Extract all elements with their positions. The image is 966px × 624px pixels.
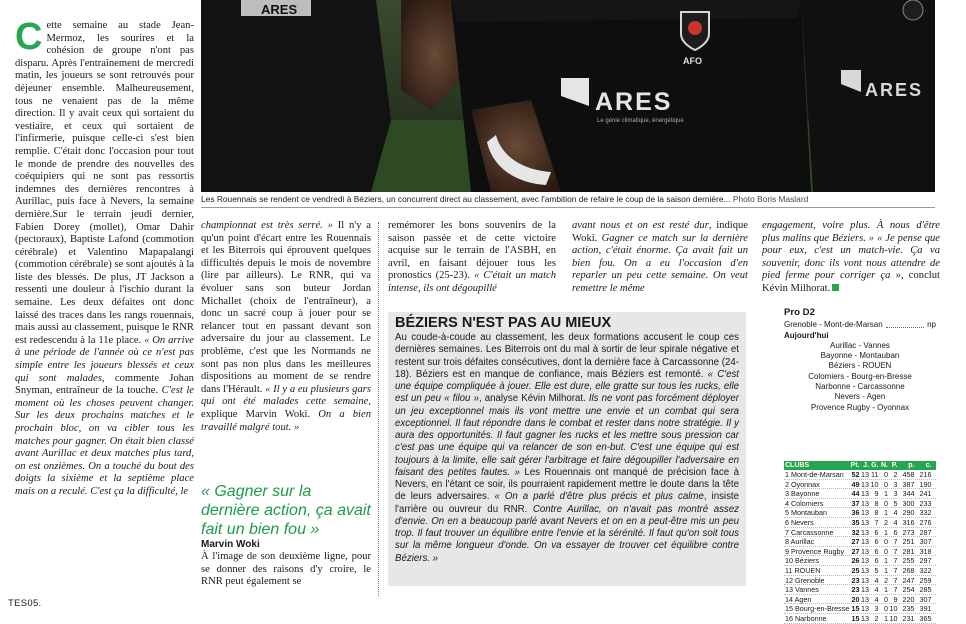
- stat-cell: 23: [851, 575, 860, 585]
- stat-cell: 0: [884, 546, 888, 556]
- article-column-3: [388, 220, 556, 308]
- standings-header: [784, 461, 936, 470]
- stat-cell: 332: [919, 508, 932, 518]
- stat-cell: 0: [884, 604, 888, 614]
- stat-cell: 241: [919, 489, 932, 499]
- stat-cell: 3: [893, 489, 898, 499]
- stat-cell: 13: [861, 594, 869, 604]
- table-row: [784, 499, 936, 509]
- stat-cell: 7: [893, 565, 898, 575]
- players-image: [201, 0, 935, 192]
- text-run: avant nous et on est resté dur: [572, 220, 709, 231]
- stat-cell: 10: [889, 613, 898, 623]
- stat-cell: 297: [919, 556, 932, 566]
- sidebar-box: [388, 312, 746, 586]
- stat-cell: 254: [902, 585, 915, 595]
- stat-cell: 2: [884, 517, 888, 527]
- club-name: 16 Narbonne: [785, 613, 827, 623]
- table-row: [784, 576, 936, 586]
- stat-cell: 52: [851, 470, 860, 479]
- leader-dots: [886, 320, 924, 327]
- stat-cell: 285: [919, 585, 932, 595]
- stat-cell: 3: [874, 604, 879, 614]
- text-run: engagement, voire plus. À nous d'être plus malins que Béziers. »: [762, 220, 940, 244]
- text-run: , indique Woki.: [572, 220, 748, 244]
- drop-cap: C: [15, 16, 43, 58]
- stat-cell: 322: [919, 565, 932, 575]
- table-row: [784, 518, 936, 528]
- today-label: Aujourd'hui: [784, 330, 829, 340]
- article-column-2-continued: À l'image de son deuxième ligne, pour se donner des raisons d'y croire, le RNR peut également se: [201, 551, 371, 588]
- stat-cell: 5: [893, 498, 898, 508]
- article-column-1: [15, 16, 194, 590]
- stat-cell: 247: [902, 575, 915, 585]
- stat-cell: 13: [861, 565, 869, 575]
- text-run: , commente Johan Snyman, entraîneur de la touche.: [15, 372, 194, 397]
- stat-cell: 220: [902, 594, 915, 604]
- fixture: Béziers - ROUEN: [828, 361, 892, 371]
- text-run: « On a parlé d'être plus précis et plus calme: [494, 491, 704, 503]
- stat-cell: 6: [893, 527, 898, 537]
- stat-cell: 1: [884, 527, 888, 537]
- stat-cell: 0: [884, 537, 888, 547]
- column-divider: [378, 222, 379, 596]
- stat-cell: 4: [893, 508, 898, 518]
- fixture: Narbonne - Carcassonne: [815, 382, 905, 392]
- stat-cell: 13: [861, 517, 869, 527]
- stat-cell: 273: [902, 527, 915, 537]
- stat-cell: 235: [902, 604, 915, 614]
- text-run: « Je pense que pour eux, c'est un match-vie. Ça va souvenir, donc ils vont nous attendre de pied ferme pour corriger ça: [762, 232, 941, 282]
- text-run: remémorer les bons souvenirs de la saison passée et de cette victoire acquise sur le terrain de l'ASBH, en avril, en faisant déjouer tous les pronostics (25-23).: [388, 220, 556, 282]
- stat-cell: 251: [902, 537, 915, 547]
- text-run: « On arrive à une période de l'année où ce n'est pas simple entre les joueurs blessés et ceux qui sont malades: [15, 334, 194, 384]
- stat-cell: 318: [919, 546, 932, 556]
- badge-text: AFO: [683, 56, 702, 66]
- fixture: Aurillac - Vannes: [830, 340, 890, 350]
- played-match-row: [784, 320, 936, 330]
- stat-cell: 1: [884, 508, 888, 518]
- pull-quote: « Gagner sur la dernière action, ça avait fait un bien fou »: [201, 483, 371, 538]
- stat-cell: 11: [871, 470, 879, 479]
- stat-cell: 1: [884, 489, 888, 499]
- table-row: [784, 566, 936, 576]
- stat-cell: 8: [874, 498, 879, 508]
- stat-cell: 268: [902, 565, 915, 575]
- stat-cell: 9: [874, 489, 879, 499]
- stat-cell: 0: [884, 498, 888, 508]
- club-name: 15 Bourg-en-Bresse: [785, 604, 850, 614]
- stat-cell: 7: [893, 546, 898, 556]
- stat-cell: 13: [861, 470, 869, 479]
- table-row: [784, 489, 936, 499]
- stat-cell: 6: [874, 537, 879, 547]
- stat-cell: 2: [874, 613, 879, 623]
- sponsor-logo-right: ARES: [865, 80, 924, 100]
- stat-cell: 6: [874, 546, 879, 556]
- box-text: [395, 332, 739, 565]
- table-row: [784, 470, 936, 480]
- stat-cell: 25: [851, 565, 860, 575]
- stat-cell: 300: [902, 498, 915, 508]
- standings-body: [784, 470, 936, 624]
- fixtures-panel: [784, 308, 936, 413]
- text-run: Les Rouennais ont manqué de précision face à Nevers, en l'étant ce soir, ils pourraient rapidement mettre le doute dans la tête de leurs adversaires.: [395, 466, 739, 503]
- stat-cell: c.: [925, 462, 932, 469]
- box-title: BÉZIERS N'EST PAS AU MIEUX: [395, 315, 612, 331]
- stat-cell: J.: [863, 462, 869, 469]
- stat-cell: 1: [884, 585, 888, 595]
- stat-cell: 365: [919, 613, 932, 623]
- stat-cell: 458: [902, 470, 915, 479]
- text-run: « C'était un match intense, ils ont dégoupillé: [388, 270, 557, 294]
- club-name: 11 ROUEN: [785, 565, 821, 575]
- stat-cell: 387: [902, 479, 915, 489]
- stat-cell: 10: [870, 479, 879, 489]
- club-name: 10 Béziers: [785, 556, 819, 566]
- stat-cell: 4: [893, 517, 898, 527]
- club-name: 6 Nevers: [785, 517, 814, 527]
- stat-cell: 13: [861, 527, 869, 537]
- stat-cell: 316: [902, 517, 915, 527]
- stat-cell: P.: [891, 462, 898, 469]
- end-mark-icon: [832, 284, 839, 291]
- stat-cell: 13: [861, 556, 869, 566]
- stat-cell: 307: [919, 537, 932, 547]
- table-row: [784, 604, 936, 614]
- stat-cell: N.: [881, 462, 888, 469]
- pull-quote-author: Marvin Woki: [201, 539, 260, 550]
- stat-cell: 13: [861, 604, 869, 614]
- stat-cell: 13: [861, 613, 869, 623]
- stat-cell: Pt.: [850, 462, 860, 469]
- club-name: 12 Grenoble: [785, 575, 825, 585]
- table-row: [784, 480, 936, 490]
- stat-cell: 290: [902, 508, 915, 518]
- rugby-photo: [201, 0, 935, 192]
- stat-cell: 10: [889, 604, 898, 614]
- stat-cell: 4: [874, 594, 879, 604]
- stat-cell: 216: [919, 470, 932, 479]
- club-name: 1 Mont-de-Marsan: [785, 470, 844, 479]
- club-name: 3 Bayonne: [785, 489, 820, 499]
- stat-cell: 44: [851, 489, 860, 499]
- table-row: [784, 595, 936, 605]
- stat-cell: 4: [874, 575, 879, 585]
- stat-cell: 1: [884, 613, 888, 623]
- stat-cell: 9: [893, 594, 898, 604]
- article-column-5: [762, 220, 940, 308]
- table-row: [784, 528, 936, 538]
- stat-cell: 255: [902, 556, 915, 566]
- club-name: 14 Agen: [785, 594, 812, 604]
- club-name: CLUBS: [785, 462, 810, 469]
- stat-cell: 391: [919, 604, 932, 614]
- stat-cell: 27: [851, 537, 860, 547]
- text-run: Contre Aurillac, on n'avait pas montré assez d'envie. On en a beaucoup parlé avant Nevers et on en a peut-être mis un peu trop. Il faut trouver un équilibre entre l'envie et la sérénité. Il faut qu'on soit tous sur la même longueur d'onde. On va essayer de trouver cet équilibre contre Béziers. »: [395, 503, 739, 564]
- caption-rule: [201, 207, 935, 208]
- stat-cell: 13: [861, 508, 869, 518]
- text-run: Gagner ce match sur la dernière action, c'était énorme. Ça avait fait un bien fou. On a eu l'occasion d'en reparler un peu cette semaine. On veut remettre le même: [572, 232, 748, 294]
- stat-cell: 7: [893, 537, 898, 547]
- page-code: TES05.: [8, 598, 42, 609]
- stat-cell: 344: [902, 489, 915, 499]
- fixture: Colomiers - Bourg-en-Bresse: [808, 371, 912, 381]
- table-row: [784, 537, 936, 547]
- stat-cell: 281: [902, 546, 915, 556]
- stat-cell: 13: [861, 585, 869, 595]
- table-row: [784, 585, 936, 595]
- club-name: 7 Carcassonne: [785, 527, 834, 537]
- stat-cell: 15: [851, 613, 860, 623]
- stat-cell: 36: [851, 508, 860, 518]
- article-column-2: [201, 220, 372, 433]
- caption-text: Les Rouennais se rendent ce vendredi à Béziers, un concurrent direct au classement, avec l'ambition de refaire le coup de la saison dernière...: [201, 194, 731, 204]
- text-run: », conclut Kévin Milhorat.: [762, 270, 940, 294]
- played-match: Grenoble - Mont-de-Marsan: [784, 320, 883, 330]
- stat-cell: 7: [893, 556, 898, 566]
- table-row: [784, 614, 936, 624]
- stat-cell: 37: [851, 498, 860, 508]
- stat-cell: 13: [861, 575, 869, 585]
- club-name: 5 Montauban: [785, 508, 827, 518]
- stat-cell: p.: [908, 462, 915, 469]
- stat-cell: 2: [893, 470, 898, 479]
- fixture: Provence Rugby - Oyonnax: [810, 402, 910, 412]
- sponsor-logo-left: ARES: [261, 2, 298, 17]
- stat-cell: 13: [861, 537, 869, 547]
- photo-caption: [201, 194, 935, 205]
- club-name: 4 Colomiers: [785, 498, 824, 508]
- article-text-1: [15, 16, 194, 499]
- stat-cell: 0: [884, 594, 888, 604]
- stat-cell: 7: [893, 585, 898, 595]
- table-row: [784, 547, 936, 557]
- stat-cell: 23: [851, 585, 860, 595]
- fixture: Bayonne - Montauban: [820, 351, 900, 361]
- played-result: np: [927, 320, 936, 330]
- stat-cell: 20: [851, 594, 860, 604]
- stat-cell: 2: [884, 575, 888, 585]
- stat-cell: 49: [851, 479, 860, 489]
- text-run: , insiste l'arrière ou ouvreur du RNR.: [395, 491, 739, 515]
- text-run: Ils ne vont pas forcément déployer un jeu exceptionnel mais ils vont mettre une envie et un combat qui sera exceptionnel. Il faut répondre dans le combat et rester dans notre stratégie. Il y aura des opportunités. Il faut gagner les rucks et les mettre sous pression car c'est pas une équipe qui va relancer de son en-but. C'est une équipe qui est toujours à la limite, elle sait gérer l'arbitrage et faire dégoupiller l'adversaire en faisant des petites fautes. »: [395, 393, 739, 478]
- sponsor-logo-center: ARES: [595, 88, 673, 116]
- stat-cell: 4: [874, 585, 879, 595]
- stat-cell: 231: [902, 613, 915, 623]
- article-column-4: [572, 220, 748, 308]
- fixtures-list: [784, 341, 936, 413]
- stat-cell: 5: [874, 565, 879, 575]
- stat-cell: 0: [884, 479, 888, 489]
- stat-cell: 3: [893, 479, 898, 489]
- text-run: ette semaine au stade Jean-Mermoz, les sourires et la cohésion de groupe n'ont pas disparu. Après l'entraînement de mercredi matin, les joueurs se sont retrouvés pour déjeuner ensemble. Malheureusement, tous ne venaient pas de la même direction. Il y avait ceux qui sortaient du vestiaire, et ceux qui sortaient de l'infirmerie, puisque celle-ci s'est bien remplie. C'était donc l'occasion pour tout le monde de prendre des nouvelles des coéquipiers qui ne sont pas ressortis indemnes des dernières rencontres à Aurillac, puis face à Nevers, la semaine dernière.: [15, 20, 194, 220]
- text-run: « C'est une équipe compliquée à jouer. Elle est dure, elle gratte sur tous les rucks, elle est un peu « filou »: [395, 368, 739, 405]
- text-run: Au coude-à-coude au classement, les deux formations accusent le coup ces dernières semaines. Les Biterrois ont du mal à sortir de leur spirale négative et restent sur trois défaites consécutives, dont la dernière face à Carcassonne (24-18). Béziers est en manque de confiance, mais Béziers est remonté.: [395, 332, 739, 380]
- sponsor-sub: Le génie climatique, énergétique: [597, 118, 684, 124]
- stat-cell: 6: [874, 527, 879, 537]
- stat-cell: 15: [851, 604, 860, 614]
- stat-cell: 307: [919, 594, 932, 604]
- stat-cell: 233: [919, 498, 932, 508]
- stat-cell: 190: [919, 479, 932, 489]
- text-run: championnat est très serré. »: [201, 220, 333, 231]
- stat-cell: 1: [884, 565, 888, 575]
- club-name: 2 Oyonnax: [785, 479, 820, 489]
- club-name: 13 Vannes: [785, 585, 819, 595]
- stat-cell: 8: [874, 508, 879, 518]
- club-name: 8 Aurillac: [785, 537, 815, 547]
- stat-cell: 259: [919, 575, 932, 585]
- stat-cell: 26: [851, 556, 860, 566]
- stat-cell: 7: [893, 575, 898, 585]
- table-row: [784, 556, 936, 566]
- text-run: , explique Marvin Woki.: [201, 396, 371, 420]
- stat-cell: 35: [851, 517, 860, 527]
- standings-table: [784, 461, 936, 624]
- article-text-5: [762, 220, 940, 294]
- text-run: « Il y a eu plusieurs gars qui ont été malades cette semaine: [201, 383, 372, 408]
- photo-credit: Photo Boris Maslard: [732, 194, 809, 204]
- stat-cell: 1: [884, 556, 888, 566]
- text-run: C'est le moment où les choses peuvent changer. Sur les deux prochains matches et le prochain bloc, on va cibler tous les matches pour gagner. On était bien classé avant Aurillac et deux matches plus tard, on est onzièmes. On a touché du bout des doigts la sixième et la septième place mais on a reculé. C'est ça la difficulté, le: [15, 385, 194, 497]
- text-run: Il n'y a qu'un point d'écart entre les Rouennais et les Biterrois qui éprouvent quelques difficultés depuis le mois de novembre (lire par ailleurs). Le RNR, qui va évoluer sans son buteur Jordan Michallet (choix de l'entraîneur), a donc un sacré coup à jouer pour se relancer tout en passant devant son adversaire du jour au classement. Le problème, c'est que les Normands ne sont pas non plus dans les meilleures dispositions au moment de se rendre dans l'Hérault.: [201, 220, 371, 395]
- fixture: Nevers - Agen: [834, 392, 886, 402]
- stat-cell: 276: [919, 517, 932, 527]
- stat-cell: 13: [861, 546, 869, 556]
- stat-cell: 13: [861, 498, 869, 508]
- stat-cell: 32: [851, 527, 860, 537]
- text-run: On a bien travaillé malgré tout. »: [201, 408, 371, 433]
- stat-cell: 287: [919, 527, 932, 537]
- stat-cell: 13: [861, 479, 869, 489]
- stat-cell: G.: [871, 462, 879, 469]
- club-name: 9 Provence Rugby: [785, 546, 845, 556]
- stat-cell: 6: [874, 556, 879, 566]
- table-row: [784, 508, 936, 518]
- stat-cell: 0: [884, 470, 888, 479]
- text-run: Sur le terrain jeudi dernier, Fabien Dorey (mollet), Omar Dahir (pectoraux), Baptiste Lafond (commotion cérébrale) et Valentino Mapapalangi (commotion cérébrale) se sont ajoutés à la liste des blessés. De plus, JT Jackson a ressenti une douleur à l'ischio durant la semaine. Les deux défaites ont donc laissé des traces dans les rangs rouennais, mais aussi au classement, puisque le RNR est redescendu à la 11e place.: [15, 208, 194, 346]
- stat-cell: 13: [861, 489, 869, 499]
- stat-cell: 7: [874, 517, 879, 527]
- league-title: Pro D2: [784, 307, 815, 318]
- text-run: , analyse Kévin Milhorat.: [478, 393, 589, 405]
- stat-cell: 27: [851, 546, 860, 556]
